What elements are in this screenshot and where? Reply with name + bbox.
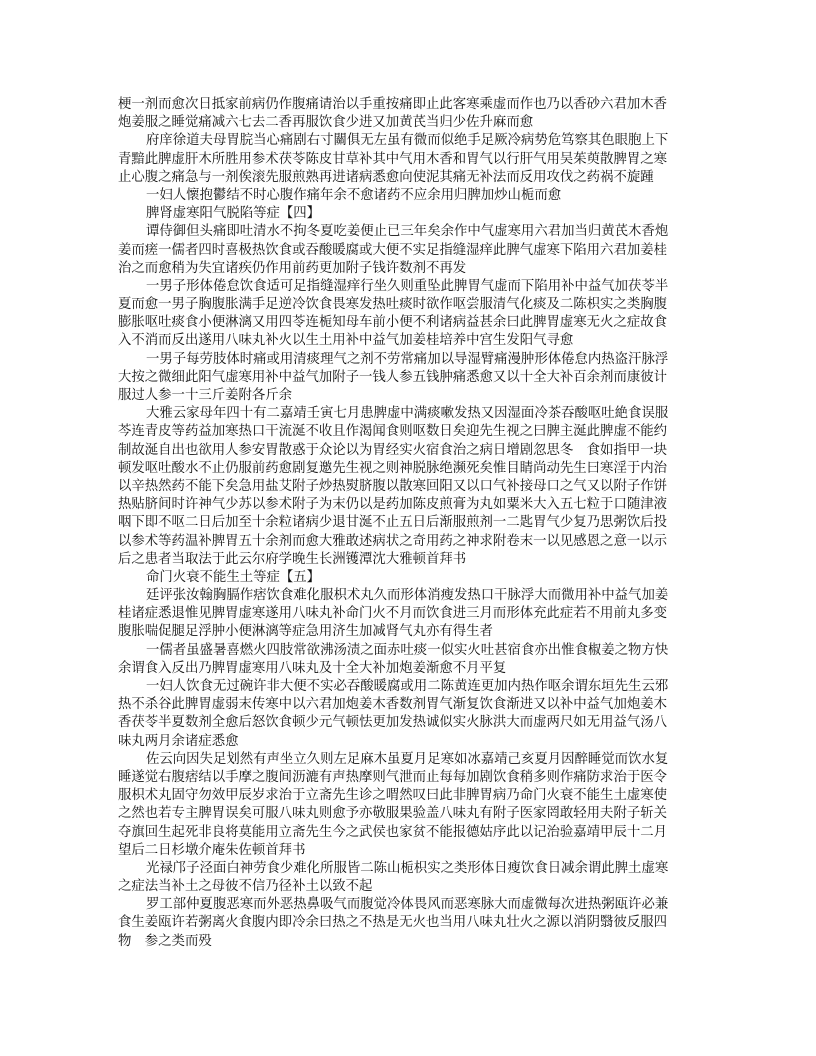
text-line: 之症法当补土之母彼不信乃径补土以致不起 xyxy=(118,879,373,895)
text-line: 一妇人懷抱鬱结不时心腹作痛年余不愈诸药不应余用归脾加炒山栀而愈 xyxy=(146,187,562,203)
text-line: 一男子每劳肢体时痛或用清痰理气之剂不劳常痛加以导湿臂痛漫肿形体倦怠内热盗汗脉浮 xyxy=(146,351,669,367)
text-line: 睡遂觉右腹痞结以手摩之腹间沥漉有声热摩则气泄而止每每加剧饮食稍多则作痛防求治于医令 xyxy=(118,769,668,785)
text-line: 光禄邝子泾面白神劳食少难化所服皆二陈山栀枳实之类形体日瘦饮食日减余谓此脾土虚寒 xyxy=(146,860,669,876)
text-line: 夺旗回生起死非良将莫能用立斋先生今之武侯也家贫不能报德姑序此以记治验嘉靖甲辰十二月 xyxy=(118,824,668,840)
text-line: 命门火衰不能生土等症【五】 xyxy=(146,569,321,585)
text-line: 姜而瘥一儒者四时喜极热饮食或吞酸暖腐或大便不实足指缝湿痒此脾气虚寒下陷用六君加姜桂 xyxy=(118,242,668,258)
text-line: 热贴脐间时许神气少苏以参术附子为末仍以是药加陈皮煎膏为丸如粟米大入五七粒于口随津液 xyxy=(118,497,668,513)
text-line: 佐云向因失足划然有声坐立久则左足麻木虽夏月足寒如冰嘉靖己亥夏月因醉睡觉而饮水复 xyxy=(146,751,669,767)
text-line: 食生姜瓯许若粥离火食腹内即冷余曰热之不热是无火也当用八味丸壮火之源以消阴翳彼反服四 xyxy=(118,915,668,931)
text-line: 制故涎自出也欲用人参安胃散惑于众论以为胃经实火宿食治之病日增剧忽思冬 食如指甲一块 xyxy=(118,442,668,458)
text-line: 后之患者当取法于此云尔府学晚生长洲镬潭沈大雅顿首拜书 xyxy=(118,551,467,567)
text-line: 服过人参一十三斤姜附各斤余 xyxy=(118,388,293,403)
text-line: 一儒者虽盛暑喜燃火四肢常欲沸汤渍之面赤吐痰一似实火吐甚宿食亦出惟食椒姜之物方快 xyxy=(146,642,669,658)
text-line: 以辛热然药不能下矣急用盐艾附子炒热熨脐腹以散寒回阳又以口气补接母口之气又以附子作饼 xyxy=(118,478,668,494)
text-line: 服枳术丸固守勿效甲辰岁求治于立斋先生诊之喟然叹曰此非脾胃病乃命门火衰不能生土虚寒使 xyxy=(118,788,668,804)
text-line: 大按之微细此阳气虚寒用补中益气加附子一钱人参五钱肿痛悉愈又以十全大补百余剂而康彼计 xyxy=(118,369,668,385)
text-line: 香茯苓半夏数剂全愈后怒饮食顿少元气顿怯更加发热诚似实火脉洪大而虚两尺如无用益气汤八 xyxy=(118,715,668,731)
text-line: 夏而愈一男子胸腹胀满手足逆冷饮食畏寒发热吐痰时欲作呕尝服清气化痰及二陈枳实之类胸腹 xyxy=(118,297,668,313)
text-line: 咽下即不呕二日后加至十余粒诸病少退甘涎不止五日后渐服煎剂一二匙胃气少复乃思粥饮后投 xyxy=(118,515,668,531)
text-line: 梗一剂而愈次日抵家前病仍作腹痛请治以手重按痛即止此客寒乘虚而作也乃以香砂六君加木香 xyxy=(118,97,668,112)
text-line: 顿发呕吐酸水不止仍服前药愈剧复邀先生视之则神脱脉绝濒死矣惟目睛尚动先生曰寒淫于内治 xyxy=(118,460,668,476)
text-line: 治之而愈稍为失宜诸疾仍作用前药更加附子钱许数剂不再发 xyxy=(118,260,467,276)
text-line: 以参术等药温补脾胃五十余剂而愈大雅敢述病状之奇用药之神求附卷末一以见感恩之意一以示 xyxy=(118,533,668,549)
text-line: 大雅云家母年四十有二嘉靖壬寅七月患脾虚中满痰嗽发热又因湿面冷茶吞酸呕吐絶食误服 xyxy=(146,406,669,422)
text-line: 止心腹之痛急与一剂俟滚先服煎熟再进诸病悉愈向使泥其痛无补法而反用攻伐之药祸不旋踵 xyxy=(118,169,654,185)
text-line: 廷评张汝翰胸膈作痞饮食难化服枳术丸久而形体消瘦发热口干脉浮大而微用补中益气加姜 xyxy=(146,588,669,604)
text-line: 膨胀呕吐痰食小便淋漓又用四苓连栀知母车前小便不利诸病益甚余曰此脾胃虚寒无火之症故食 xyxy=(118,315,668,331)
text-line: 谭侍御但头痛即吐清水不拘冬夏吃姜便止已三年矣余作中气虚寒用六君加当归黄芪木香炮 xyxy=(146,224,669,240)
document-body xyxy=(118,96,702,951)
text-line: 炮姜服之睡觉痛减六七去二香再服饮食少进又加黄芪当归少佐升麻而愈 xyxy=(118,115,534,131)
text-line: 罗工部仲夏腹恶寒而外恶热鼻吸气而腹觉冷体畏风而恶寒脉大而虚微每次进热粥瓯许必兼 xyxy=(146,897,669,913)
text-line: 桂诸症悉退惟见脾胃虚寒遂用八味丸补命门火不月而饮食进三月而形体充此症若不用前丸多变 xyxy=(118,606,668,622)
text-line: 热不杀谷此脾胃虚弱末传寒中以六君加炮姜木香数剂胃气渐复饮食渐进又以补中益气加炮姜木 xyxy=(118,697,668,713)
text-line: 余谓食入反出乃脾胃虚寒用八味丸及十全大补加炮姜渐愈不月平复 xyxy=(118,660,507,676)
text-line: 物 参之类而殁 xyxy=(118,933,212,949)
text-line: 腹胀喘促腿足浮肿小便淋漓等症急用济生加减肾气丸亦有得生者 xyxy=(118,624,493,640)
text-line: 味丸两月余诸症悉愈 xyxy=(118,733,239,749)
text-line: 望后二日杉墩介庵朱佐顿首拜书 xyxy=(118,842,306,858)
text-line: 之然也若专主脾胃误矣可服八味丸则愈予亦敬服果验盖八味丸有附子医家罔敢轻用夫附子斩关 xyxy=(118,806,668,822)
text-line: 一男子形体倦怠饮食适可足指缝湿痒行坐久则重坠此脾胃气虚而下陷用补中益气加茯苓半 xyxy=(146,278,669,294)
text-line: 脾肾虚寒阳气脱陷等症【四】 xyxy=(146,206,321,222)
text-line: 芩连青皮等药益加寒热口干流涎不收且作渴闻食则呕数日矣迎先生视之曰脾主涎此脾虚不能约 xyxy=(118,424,668,440)
text-line: 府庠徐道夫母胃脘当心痛剧右寸關俱无左虽有微而似绝手足厥冷病势危笃察其色眼胞上下 xyxy=(146,133,669,149)
text-line: 青黯此脾虚肝木所胜用参术茯苓陈皮甘草补其中气用木香和胃气以行肝气用吴茱萸散脾胃之寒 xyxy=(118,151,668,167)
text-line: 一妇人饮食无过碗许非大便不实必吞酸暖腐或用二陈黄连更加内热作呕余谓东垣先生云邪 xyxy=(146,679,669,694)
text-line: 入不消而反出遂用八味丸补火以生土用补中益气加姜桂培养中宫生发阳气寻愈 xyxy=(118,333,574,349)
